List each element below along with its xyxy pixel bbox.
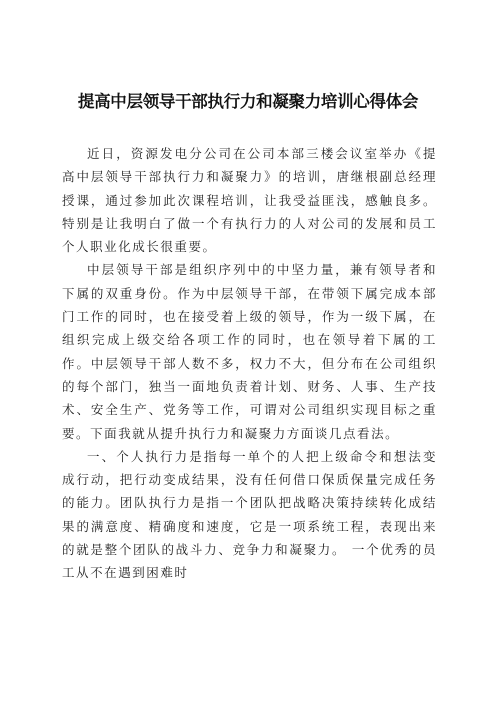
paragraph-middle-managers: 中层领导干部是组织序列中的中坚力量，兼有领导者和下属的双重身份。作为中层领导干部，在带领下属完成本部门工作的同时，也在接受着上级的领导，作为一级下属，在组织完成上级交给各项工作的同时，也在领导着下属的工作。中层领导干部人数不多，权力不大，但分布在公司组织的每个部门，独当一面地负责着计划、财务、人事、生产技术、安全生产、党务等工作，可谓对公司组织实现目标之重要。下面我就从提升执行力和凝聚力方面谈几点看法。: [62, 262, 437, 441]
document-title: 提高中层领导干部执行力和凝聚力培训心得体会: [77, 92, 419, 111]
paragraph-intro: 近日，资源发电分公司在公司本部三楼会议室举办《提高中层领导干部执行力和凝聚力》的培训，唐继根副总经理授课，通过参加此次课程培训，让我受益匪浅，感触良多。特别是让我明白了做一个有执行力的人对公司的发展和员工个人职业化成长很重要。: [62, 146, 437, 255]
paragraph-execution: 一、个人执行力是指每一单个的人把上级命令和想法变成行动，把行动变成结果，没有任何借口保质保量完成任务的能力。团队执行力是指一个团队把战略决策持续转化成结果的满意度、精确度和速度，它是一项系统工程，表现出来的就是整个团队的战斗力、竞争力和凝聚力。 一个优秀的员工从不在遇到困难时: [62, 448, 437, 581]
document-body: [62, 142, 437, 585]
